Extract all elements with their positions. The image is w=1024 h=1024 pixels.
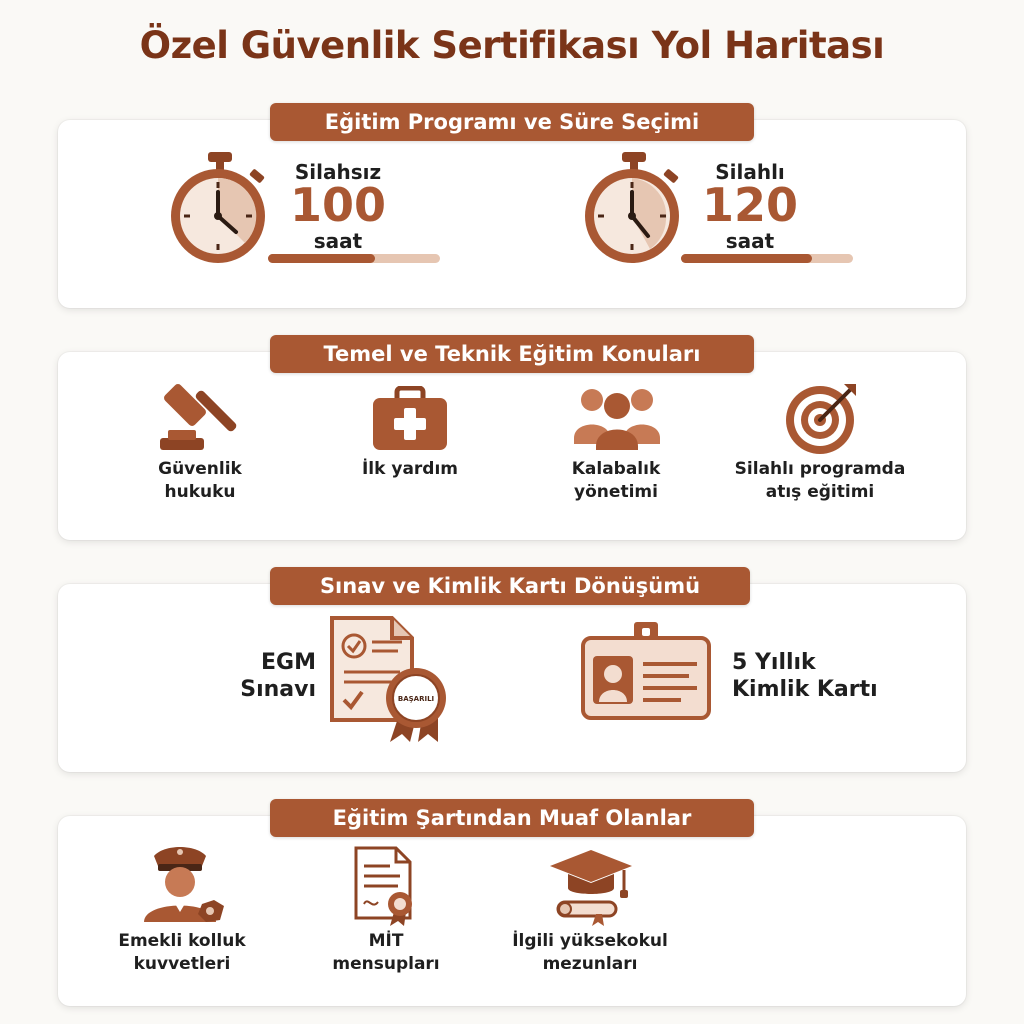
exempt-label-line2: kuvvetleri [133,954,231,974]
topic-label-line1: Kalabalık [571,459,661,479]
topic-label-line2: hukuku [164,482,236,502]
unarmed-progress-bar [268,254,440,263]
certificate-document-icon [352,846,424,926]
id-card-icon [581,620,711,720]
exam-label-line2: Sınavı [240,677,316,702]
exam-certificate-icon [328,614,454,744]
section-heading-exemptions: Eğitim Şartından Muaf Olanlar [270,799,754,837]
topic-label-line1: Silahlı programda [734,459,906,479]
armed-label: Silahlı [715,160,785,184]
section-heading-exam: Sınav ve Kimlik Kartı Dönüşümü [270,567,750,605]
unarmed-progress-fill [268,254,375,263]
unarmed-hours: 100 [289,178,387,232]
first-aid-kit-icon [371,386,449,452]
exam-pass-badge: BAŞARILI [397,695,435,703]
section-heading-topics: Temel ve Teknik Eğitim Konuları [270,335,754,373]
crowd-icon [574,386,660,450]
stopwatch-icon [582,150,686,268]
id-card-label-line2: Kimlik Kartı [732,677,878,702]
graduation-cap-icon [548,846,634,926]
police-officer-icon [140,842,226,924]
armed-hours: 120 [701,178,799,232]
unarmed-unit: saat [313,229,363,253]
page-title: Özel Güvenlik Sertifikası Yol Haritası [139,24,885,67]
exempt-label-line1: Emekli kolluk [118,931,246,951]
armed-progress-bar [681,254,853,263]
topic-label-line1: İlk yardım [361,459,459,479]
target-icon [784,380,860,456]
gavel-icon [158,380,242,456]
topic-label-line1: Güvenlik [158,459,242,479]
unarmed-label: Silahsız [294,160,382,184]
section-heading-program: Eğitim Programı ve Süre Seçimi [270,103,754,141]
armed-progress-fill [681,254,812,263]
id-card-label-line1: 5 Yıllık [732,650,816,675]
stopwatch-icon [168,150,272,268]
topic-label-line2: atış eğitimi [765,482,875,502]
exempt-label-line2: mezunları [542,954,638,974]
exempt-label-line1: İlgili yüksekokul [512,931,668,951]
exempt-label-line1: MİT [368,931,404,951]
armed-unit: saat [725,229,775,253]
topic-label-line2: yönetimi [574,482,658,502]
exam-label-line1: EGM [261,650,316,675]
exempt-label-line2: mensupları [332,954,440,974]
